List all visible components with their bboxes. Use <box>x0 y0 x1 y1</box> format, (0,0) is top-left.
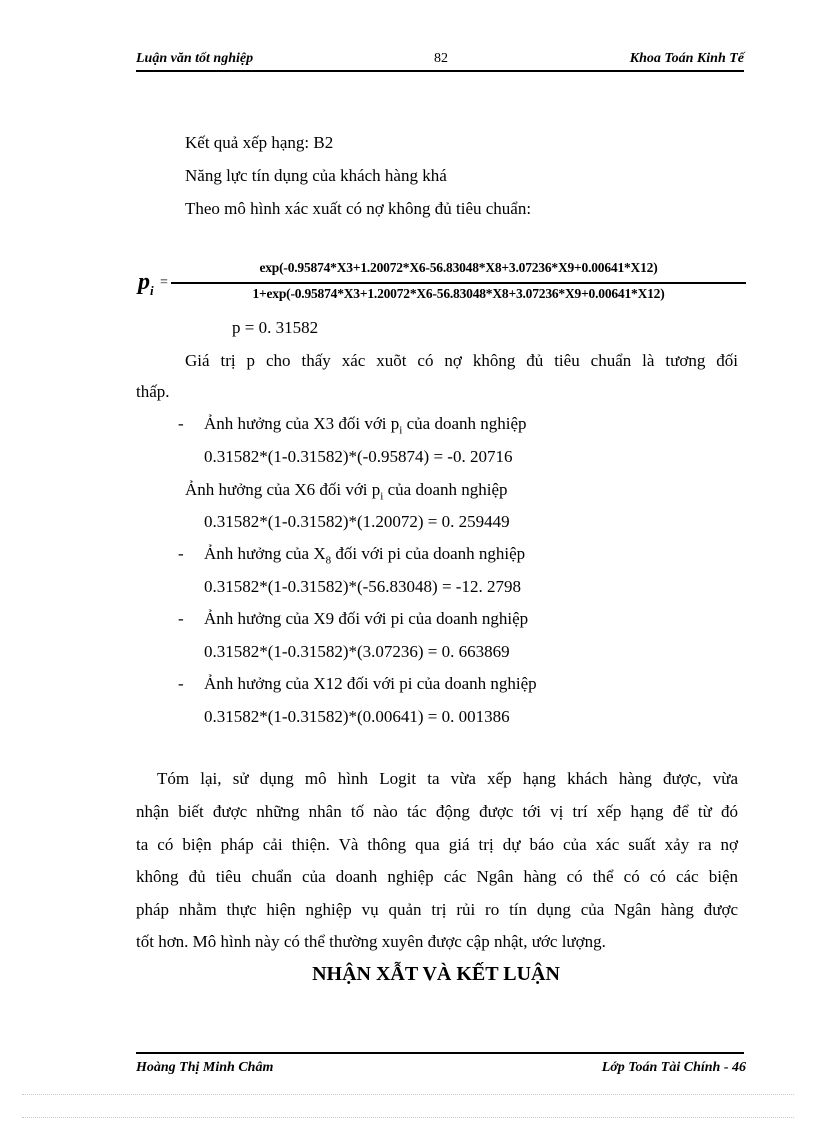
header-right: Khoa Toán Kinh Tế <box>629 51 744 66</box>
header-page-number: 82 <box>434 51 448 66</box>
footer-right: Lớp Toán Tài Chính - 46 <box>601 1060 746 1075</box>
effect-title-x12: Ảnh hưởng của X12 đối với pi của doanh nghiệp <box>204 674 537 693</box>
summary-line: pháp nhằm thực hiện nghiệp vụ quản trị rủi ro tín dụng của Ngân hàng được <box>136 900 738 919</box>
effect-calc-x3: 0.31582*(1-0.31582)*(-0.95874) = -0. 20716 <box>204 447 513 466</box>
model-intro: Theo mô hình xác xuất có nợ không đủ tiêu chuẩn: <box>185 199 532 218</box>
footer-left: Hoàng Thị Minh Châm <box>136 1060 274 1075</box>
page-edge-dotted-line <box>22 1117 794 1118</box>
p-value: p = 0. 31582 <box>232 318 319 337</box>
formula-numerator: exp(-0.95874*X3+1.20072*X6-56.83048*X8+3.07236*X9+0.00641*X12) <box>259 260 658 275</box>
fraction-bar <box>171 282 746 284</box>
effect-calc-x9: 0.31582*(1-0.31582)*(3.07236) = 0. 663869 <box>204 642 510 661</box>
interpretation-line-1: Giá trị p cho thấy xác xuõt có nợ không đủ tiêu chuẩn là tương đối <box>185 351 738 370</box>
effect-calc-x12: 0.31582*(1-0.31582)*(0.00641) = 0. 001386 <box>204 707 510 726</box>
header-rule <box>136 70 744 72</box>
effect-title-x9: Ảnh hưởng của X9 đối với pi của doanh nghiệp <box>204 609 529 628</box>
effect-bullet: - <box>178 609 184 628</box>
formula-denominator: 1+exp(-0.95874*X3+1.20072*X6-56.83048*X8+3.07236*X9+0.00641*X12) <box>252 286 665 301</box>
summary-line: tốt hơn. Mô hình này có thể thường xuyên được cập nhật, ước lượng. <box>136 932 606 951</box>
effect-bullet: - <box>178 674 184 693</box>
summary-line: nhận biết được những nhân tố nào tác động được tới vị trí xếp hạng để từ đó <box>136 802 738 821</box>
effect-title-x6: Ảnh hưởng của X6 đối với $p_i$ của doanh nghiệp <box>185 480 508 503</box>
logit-formula <box>138 255 748 311</box>
effect-calc-x8: 0.31582*(1-0.31582)*(-56.83048) = -12. 2798 <box>204 577 521 596</box>
effect-bullet: - <box>178 414 184 433</box>
formula-equals: = <box>160 275 168 290</box>
effect-title-x3: Ảnh hưởng của X3 đối với $p_i$ của doanh nghiệp <box>204 414 527 437</box>
summary-line: không đủ tiêu chuẩn của doanh nghiệp các Ngân hàng có thể có có các biện <box>136 867 738 886</box>
credit-capacity: Năng lực tín dụng của khách hàng khá <box>185 166 447 185</box>
effect-calc-x6: 0.31582*(1-0.31582)*(1.20072) = 0. 259449 <box>204 512 510 531</box>
ranking-result: Kết quả xếp hạng: B2 <box>185 133 334 152</box>
page-edge-dotted-line <box>22 1094 794 1095</box>
formula-lhs: $p_i$ <box>138 269 154 298</box>
summary-line: Tóm lại, sử dụng mô hình Logit ta vừa xếp hạng khách hàng được, vừa <box>157 769 738 788</box>
summary-line: ta có biện pháp cải thiện. Và thông qua giá trị dự báo của xác suất xảy ra nợ <box>136 835 738 854</box>
effect-title-x8: Ảnh hưởng của $X_8$ đối với pi của doanh nghiệp <box>204 544 526 567</box>
header-left: Luận văn tốt nghiệp <box>136 51 254 66</box>
interpretation-line-2: thấp. <box>136 382 170 401</box>
footer-rule <box>136 1052 744 1054</box>
section-title: NHẬN XẪT VÀ KẾT LUẬN <box>312 963 560 985</box>
effect-bullet: - <box>178 544 184 563</box>
